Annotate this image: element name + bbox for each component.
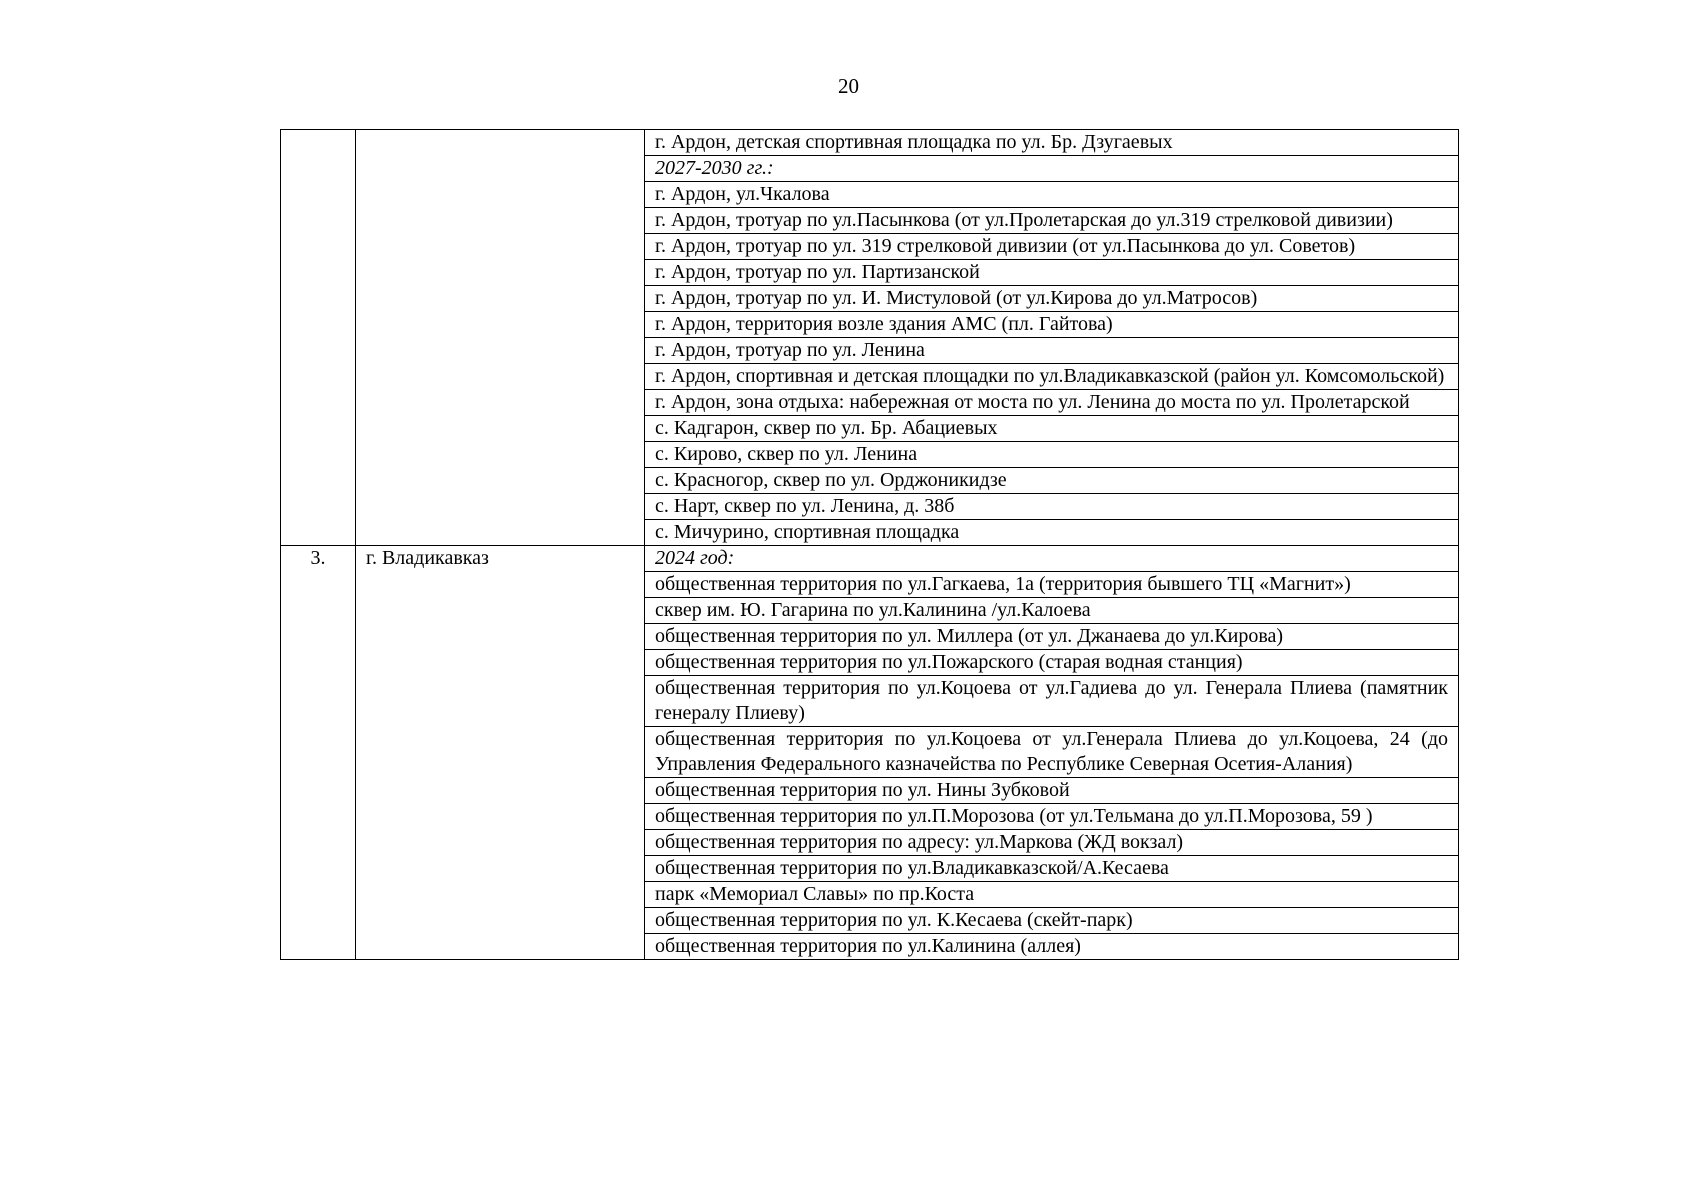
territory-cell: г. Ардон, тротуар по ул. Партизанской — [645, 260, 1459, 286]
table-row — [281, 130, 1459, 156]
territory-cell: общественная территория по ул.П.Морозова (от ул.Тельмана до ул.П.Морозова, 59 ) — [645, 804, 1459, 830]
territory-cell: г. Ардон, тротуар по ул. Ленина — [645, 338, 1459, 364]
territory-cell: с. Кадгарон, сквер по ул. Бр. Абациевых — [645, 416, 1459, 442]
territory-cell: общественная территория по адресу: ул.Маркова (ЖД вокзал) — [645, 830, 1459, 856]
territory-cell: общественная территория по ул.Коцоева от ул.Генерала Плиева до ул.Коцоева, 24 (до Управления Федерального казначейства по Республике Северная Осетия-Алания) — [645, 727, 1459, 778]
page-number: 20 — [838, 74, 859, 98]
territory-cell: с. Нарт, сквер по ул. Ленина, д. 38б — [645, 494, 1459, 520]
territory-cell: парк «Мемориал Славы» по пр.Коста — [645, 882, 1459, 908]
territory-cell: общественная территория по ул.Пожарского (старая водная станция) — [645, 650, 1459, 676]
row-number-cell: 3. — [281, 546, 356, 960]
territory-cell: г. Ардон, тротуар по ул.Пасынкова (от ул.Пролетарская до ул.319 стрелковой дивизии) — [645, 208, 1459, 234]
territory-cell: общественная территория по ул. Миллера (от ул. Джанаева до ул.Кирова) — [645, 624, 1459, 650]
municipality-name-cell — [356, 130, 645, 546]
row-number-cell — [281, 130, 356, 546]
territory-cell: с. Красногор, сквер по ул. Орджоникидзе — [645, 468, 1459, 494]
territory-cell: сквер им. Ю. Гагарина по ул.Калинина /ул.Калоева — [645, 598, 1459, 624]
table-row — [281, 546, 1459, 572]
period-heading-cell: 2024 год: — [645, 546, 1459, 572]
territory-cell: с. Мичурино, спортивная площадка — [645, 520, 1459, 546]
period-heading-cell: 2027-2030 гг.: — [645, 156, 1459, 182]
territory-cell: г. Ардон, территория возле здания АМС (пл. Гайтова) — [645, 312, 1459, 338]
territory-cell: общественная территория по ул.Коцоева от ул.Гадиева до ул. Генерала Плиева (памятник генералу Плиеву) — [645, 676, 1459, 727]
territory-cell: г. Ардон, детская спортивная площадка по ул. Бр. Дзугаевых — [645, 130, 1459, 156]
table-body — [281, 130, 1459, 960]
territory-cell: г. Ардон, зона отдыха: набережная от моста по ул. Ленина до моста по ул. Пролетарской — [645, 390, 1459, 416]
municipality-name-cell: г. Владикавказ — [356, 546, 645, 960]
territory-cell: г. Ардон, ул.Чкалова — [645, 182, 1459, 208]
territory-cell: г. Ардон, спортивная и детская площадки по ул.Владикавказской (район ул. Комсомольской) — [645, 364, 1459, 390]
territory-cell: общественная территория по ул. Нины Зубковой — [645, 778, 1459, 804]
territory-cell: г. Ардон, тротуар по ул. И. Мистуловой (от ул.Кирова до ул.Матросов) — [645, 286, 1459, 312]
territory-cell: общественная территория по ул.Владикавказской/А.Кесаева — [645, 856, 1459, 882]
territory-cell: общественная территория по ул.Гагкаева, 1а (территория бывшего ТЦ «Магнит») — [645, 572, 1459, 598]
territory-cell: общественная территория по ул.Калинина (аллея) — [645, 934, 1459, 960]
territories-table — [280, 129, 1459, 960]
territory-cell: г. Ардон, тротуар по ул. 319 стрелковой дивизии (от ул.Пасынкова до ул. Советов) — [645, 234, 1459, 260]
territory-cell: с. Кирово, сквер по ул. Ленина — [645, 442, 1459, 468]
territory-cell: общественная территория по ул. К.Кесаева (скейт-парк) — [645, 908, 1459, 934]
